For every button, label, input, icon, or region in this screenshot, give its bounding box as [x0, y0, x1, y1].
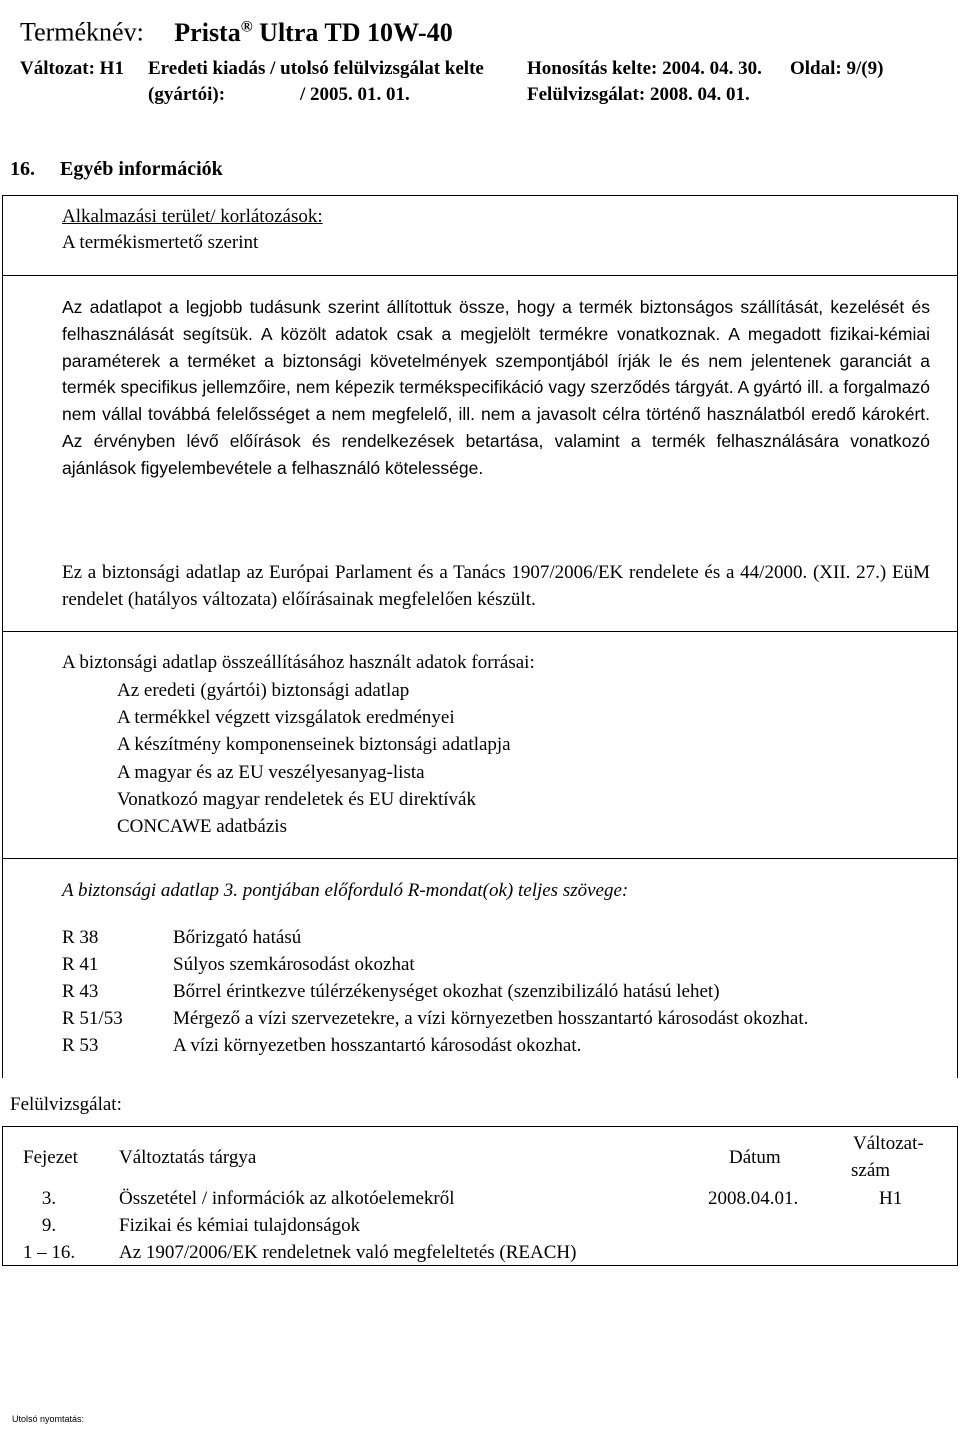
header-date: Dátum [729, 1147, 781, 1168]
header-subject: Változtatás tárgya [119, 1147, 257, 1168]
r-phrases-title: A biztonsági adatlap 3. pontjában előforduló R-mondat(ok) teljes szövege: [62, 880, 629, 901]
sources-list [117, 677, 511, 840]
r-code: R 53 [62, 1035, 99, 1056]
disclaimer-4: A gyártó ill. a forgalmazó nem vállal továbbá felelősséget a nem megfelelő, ill. nem a javasolt célra történő használatból eredő károkért. [62, 377, 930, 425]
r-code: R 43 [62, 981, 99, 1002]
application-value: A termékismertető szerint [62, 232, 259, 253]
list-item [62, 1005, 808, 1032]
r-text: Súlyos szemkárosodást okozhat [173, 954, 415, 975]
r-text: Mérgező a vízi szervezetekre, a vízi környezetben hosszantartó károsodást okozhat. [173, 1008, 809, 1029]
section-heading [10, 158, 223, 181]
review-date: Felülvizsgálat: 2008. 04. 01. [527, 84, 750, 105]
list-item [62, 951, 808, 978]
row-version: H1 [879, 1188, 903, 1209]
revision-label: Felülvizsgálat: [10, 1094, 122, 1115]
list-item [62, 1032, 808, 1059]
list-item: CONCAWE adatbázis [117, 816, 287, 838]
disclaimer-5: Az érvényben lévő előírások és rendelkezések betartása, valamint a termék felhasználására vonatkozó ajánlások figyelembevétele a felhasználó kötelessége. [62, 430, 930, 478]
revision-table [2, 1126, 958, 1266]
list-item [62, 978, 808, 1005]
row-subject: Fizikai és kémiai tulajdonságok [119, 1215, 361, 1236]
last-printed-label: Utolsó nyomtatás: [12, 1414, 85, 1424]
section-title: Egyéb információk [60, 158, 223, 180]
row-chapter: 1 – 16. [22, 1242, 76, 1263]
regulation-text: Ez a biztonsági adatlap az Európai Parlament és a Tanács 1907/2006/EK rendelete és a 44/2000. (XII. 27.) EüM rendelet (hatályos változata) előírásainak megfelelően készült. [62, 562, 930, 610]
disclaimer-1: Az adatlapot a legjobb tudásunk szerint állítottuk össze, hogy a termék biztonságos szállítását, kezelését és felhasználását segítsük. [62, 297, 930, 344]
list-item: A készítmény komponenseinek biztonsági adatlapja [117, 734, 511, 756]
row-chapter: 3. [41, 1188, 57, 1209]
registered-mark: ® [240, 18, 253, 35]
list-item: A magyar és az EU veszélyesanyag-lista [117, 761, 425, 783]
header-version-2: szám [851, 1160, 891, 1181]
header-chapter: Fejezet [23, 1147, 78, 1168]
list-item: Az eredeti (gyártói) biztonsági adatlap [117, 680, 410, 701]
header-version-1: Változat- [853, 1133, 924, 1154]
r-code: R 38 [62, 927, 99, 948]
row-subject: Összetétel / információk az alkotóelemekről [119, 1188, 455, 1209]
r-text: Bőrizgató hatású [173, 927, 302, 948]
sources-title: A biztonsági adatlap összeállításához használt adatok forrásai: [62, 652, 535, 673]
version: Változat: H1 [20, 58, 124, 79]
r-text: Bőrrel érintkezve túlérzékenységet okozhat (szenzibilizáló hatású lehet) [173, 981, 720, 1002]
issue-label-1: Eredeti kiadás / utolsó felülvizsgálat kelte [148, 58, 484, 79]
page-number: Oldal: 9/(9) [790, 58, 884, 79]
issue-date: / 2005. 01. 01. [300, 84, 410, 105]
disclaimer-2: A közölt adatok csak a megjelölt termékre vonatkoznak. [260, 323, 721, 344]
row-date: 2008.04.01. [708, 1188, 799, 1209]
disclaimer-3: A megadott fizikai-kémiai paraméterek a terméket a biztonsági követelmények szempontjából írják le és nem jelentenek garanciát a termék specifikus jellemzőire, nem képezik termékspecifikáció vagy szerződés tárgyát. [62, 323, 930, 398]
list-item [62, 924, 808, 951]
r-code: R 41 [62, 954, 99, 975]
disclaimer-text [62, 294, 930, 482]
r-phrases-list [62, 924, 808, 1059]
issue-label-2: (gyártói): [148, 84, 226, 105]
r-text: A vízi környezetben hosszantartó károsodást okozhat. [173, 1035, 582, 1056]
approval-date: Honosítás kelte: 2004. 04. 30. [527, 58, 762, 79]
product-name: Prista® Ultra TD 10W-40 [174, 17, 453, 47]
row-chapter: 9. [41, 1215, 57, 1236]
section-number: 16. [10, 158, 35, 180]
product-label: Terméknév: [20, 17, 144, 47]
r-code: R 51/53 [62, 1008, 123, 1029]
row-subject: Az 1907/2006/EK rendeletnek való megfeleltetés (REACH) [119, 1242, 577, 1263]
product-name-line [20, 10, 453, 50]
list-item: Vonatkozó magyar rendeletek és EU direktívák [117, 788, 476, 810]
list-item: A termékkel végzett vizsgálatok eredményei [117, 707, 455, 729]
application-label: Alkalmazási terület/ korlátozások: [62, 206, 323, 227]
